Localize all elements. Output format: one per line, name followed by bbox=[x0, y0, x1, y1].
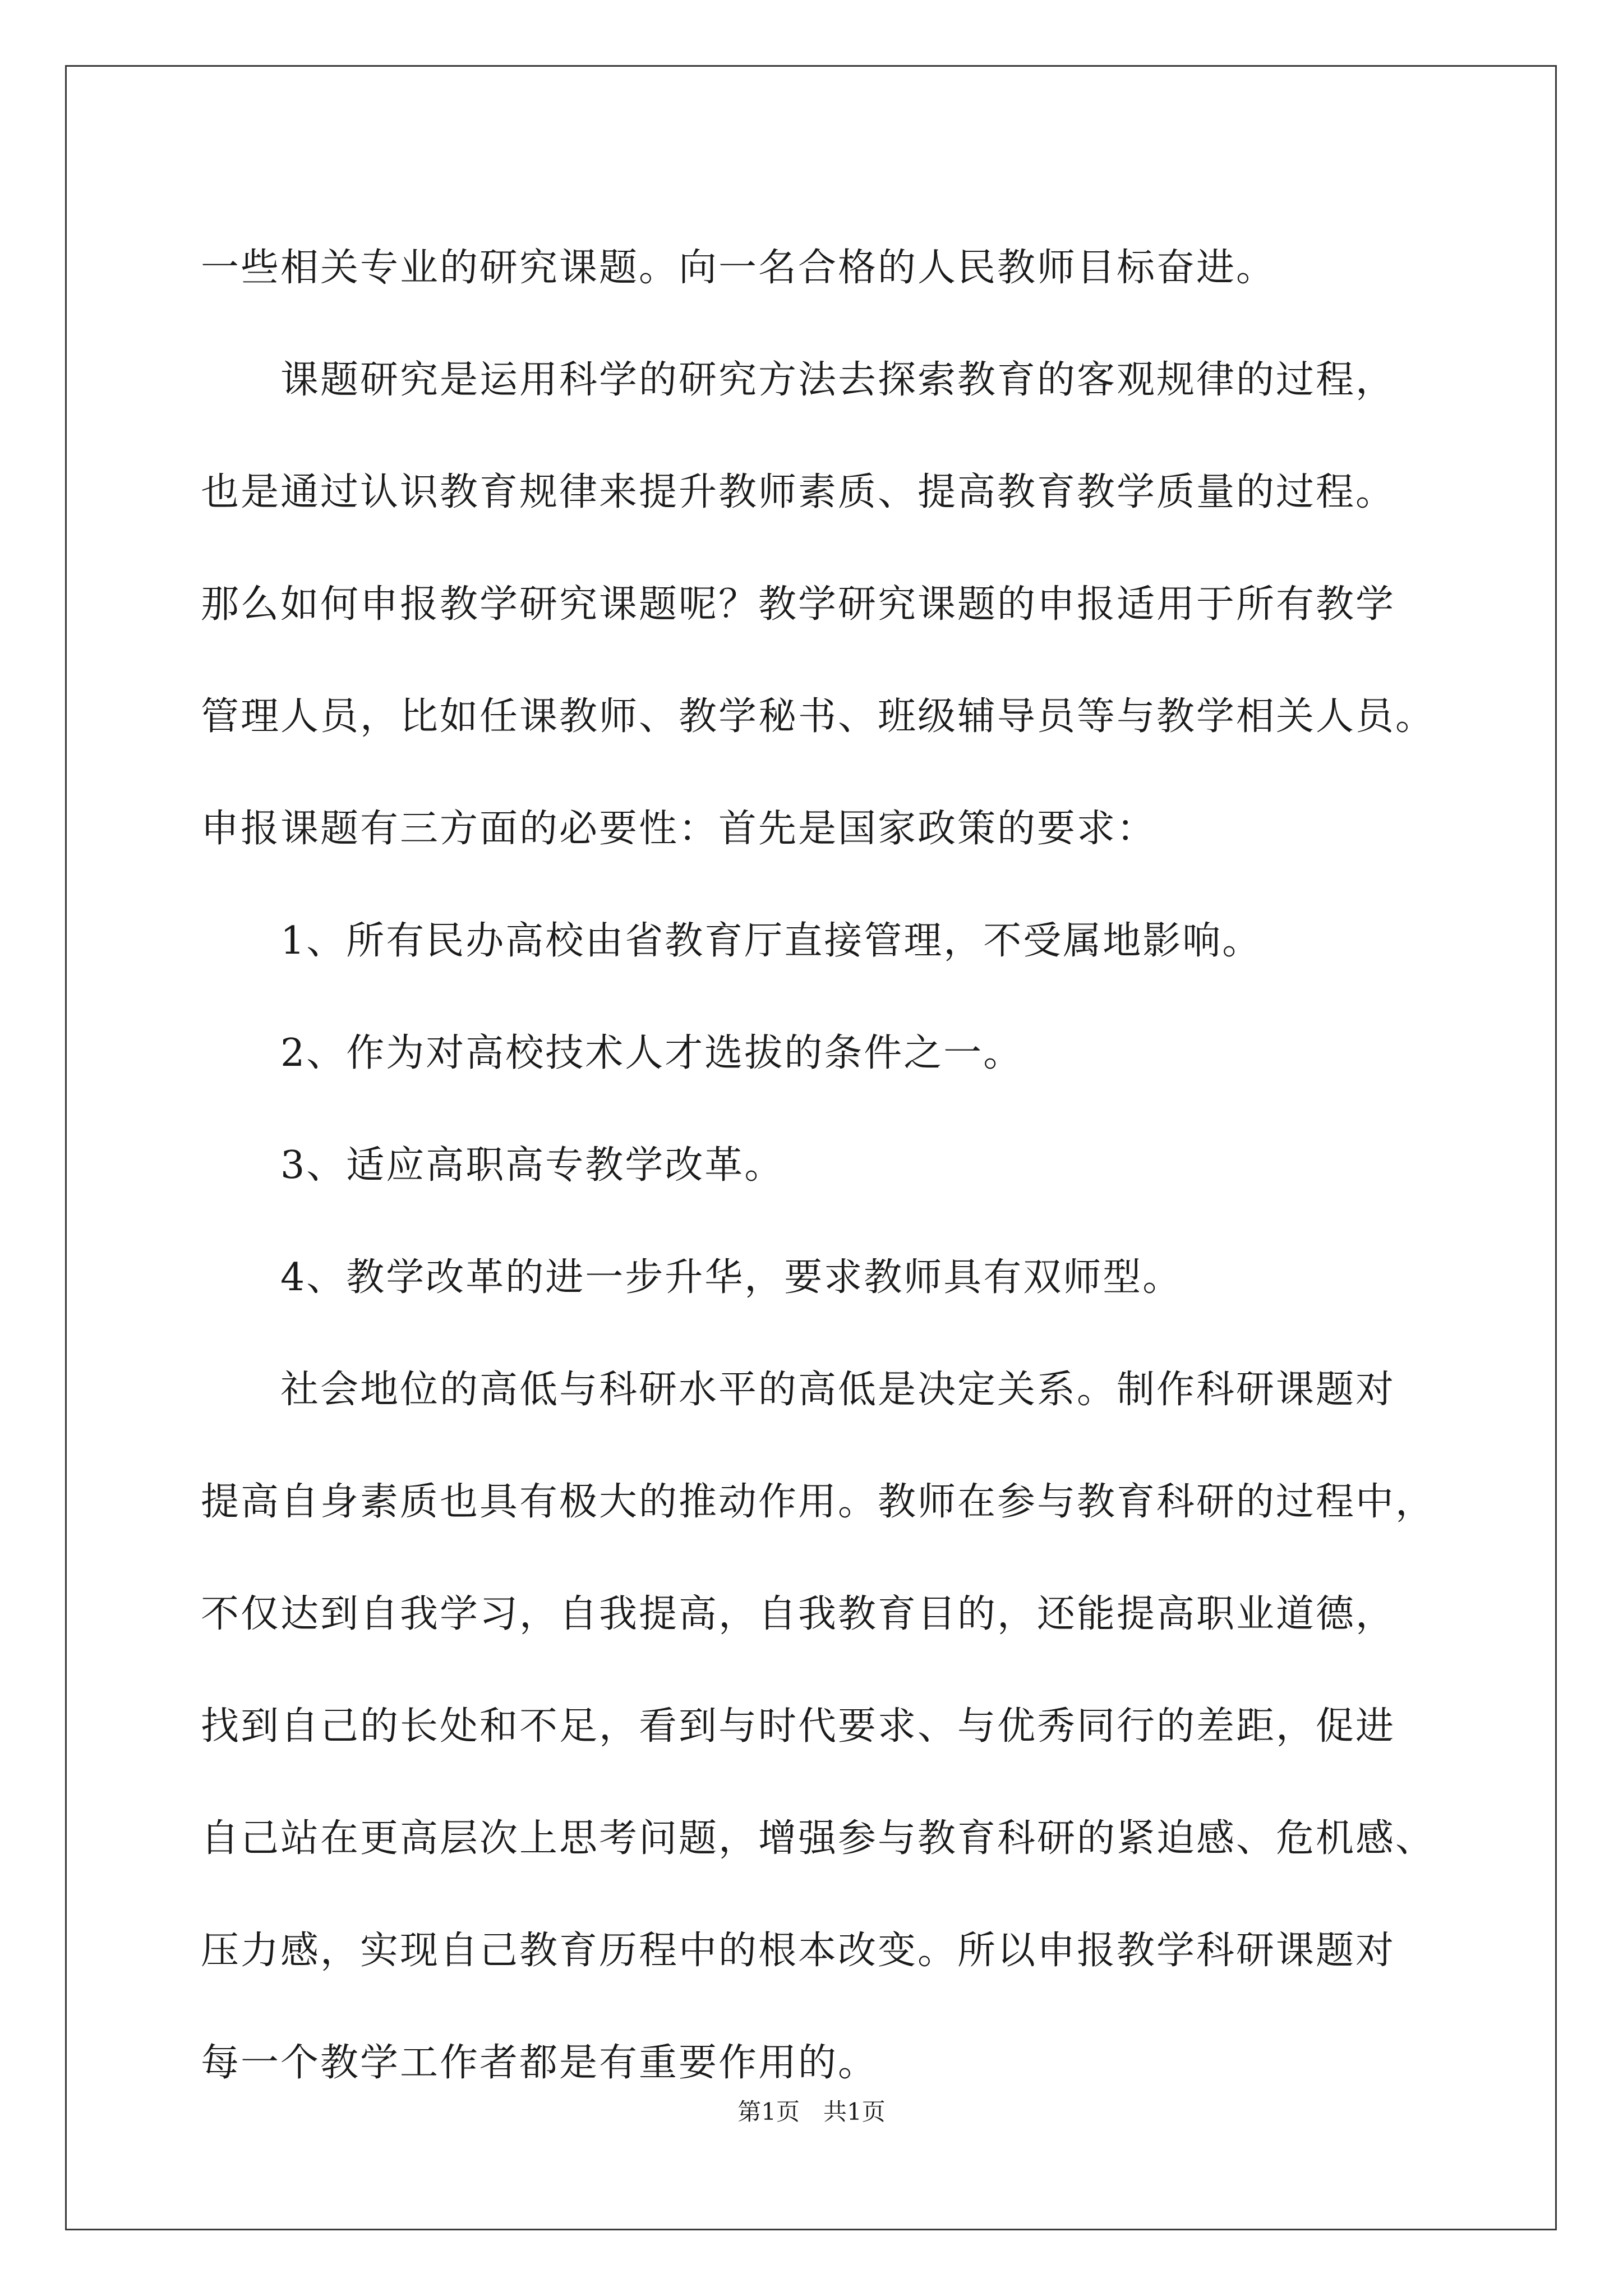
text-line: 社会地位的高低与科研水平的高低是决定关系。制作科研课题对 bbox=[201, 1368, 1396, 1412]
text-line: 2、作为对高校技术人才选拔的条件之一。 bbox=[201, 1031, 1023, 1075]
text-line: 一些相关专业的研究课题。向一名合格的人民教师目标奋进。 bbox=[201, 246, 1276, 290]
text-line: 1、所有民办高校由省教育厅直接管理，不受属地影响。 bbox=[201, 919, 1262, 963]
document-body bbox=[201, 212, 1463, 2119]
text-line: 压力感，实现自己教育历程中的根本改变。所以申报教学科研课题对 bbox=[201, 1929, 1396, 1973]
text-line: 提高自身素质也具有极大的推动作用。教师在参与教育科研的过程中， bbox=[201, 1480, 1436, 1524]
page-number-footer: 第1页 共1页 bbox=[737, 2098, 886, 2125]
text-line: 找到自己的长处和不足，看到与时代要求、与优秀同行的差距，促进 bbox=[201, 1704, 1396, 1749]
text-line: 也是通过认识教育规律来提升教师素质、提高教育教学质量的过程。 bbox=[201, 470, 1396, 514]
text-line: 管理人员，比如任课教师、教学秘书、班级辅导员等与教学相关人员。 bbox=[201, 694, 1436, 739]
text-line: 自己站在更高层次上思考问题，增强参与教育科研的紧迫感、危机感、 bbox=[201, 1816, 1436, 1861]
text-line: 课题研究是运用科学的研究方法去探索教育的客观规律的过程， bbox=[201, 358, 1396, 402]
text-line: 申报课题有三方面的必要性：首先是国家政策的要求： bbox=[201, 807, 1157, 851]
text-line: 每一个教学工作者都是有重要作用的。 bbox=[201, 2041, 878, 2085]
text-line: 4、教学改革的进一步升华，要求教师具有双师型。 bbox=[201, 1255, 1183, 1300]
text-line: 不仅达到自我学习，自我提高，自我教育目的，还能提高职业道德， bbox=[201, 1592, 1396, 1636]
text-line: 那么如何申报教学研究课题呢？教学研究课题的申报适用于所有教学 bbox=[201, 582, 1396, 627]
text-line: 3、适应高职高专教学改革。 bbox=[201, 1143, 785, 1188]
